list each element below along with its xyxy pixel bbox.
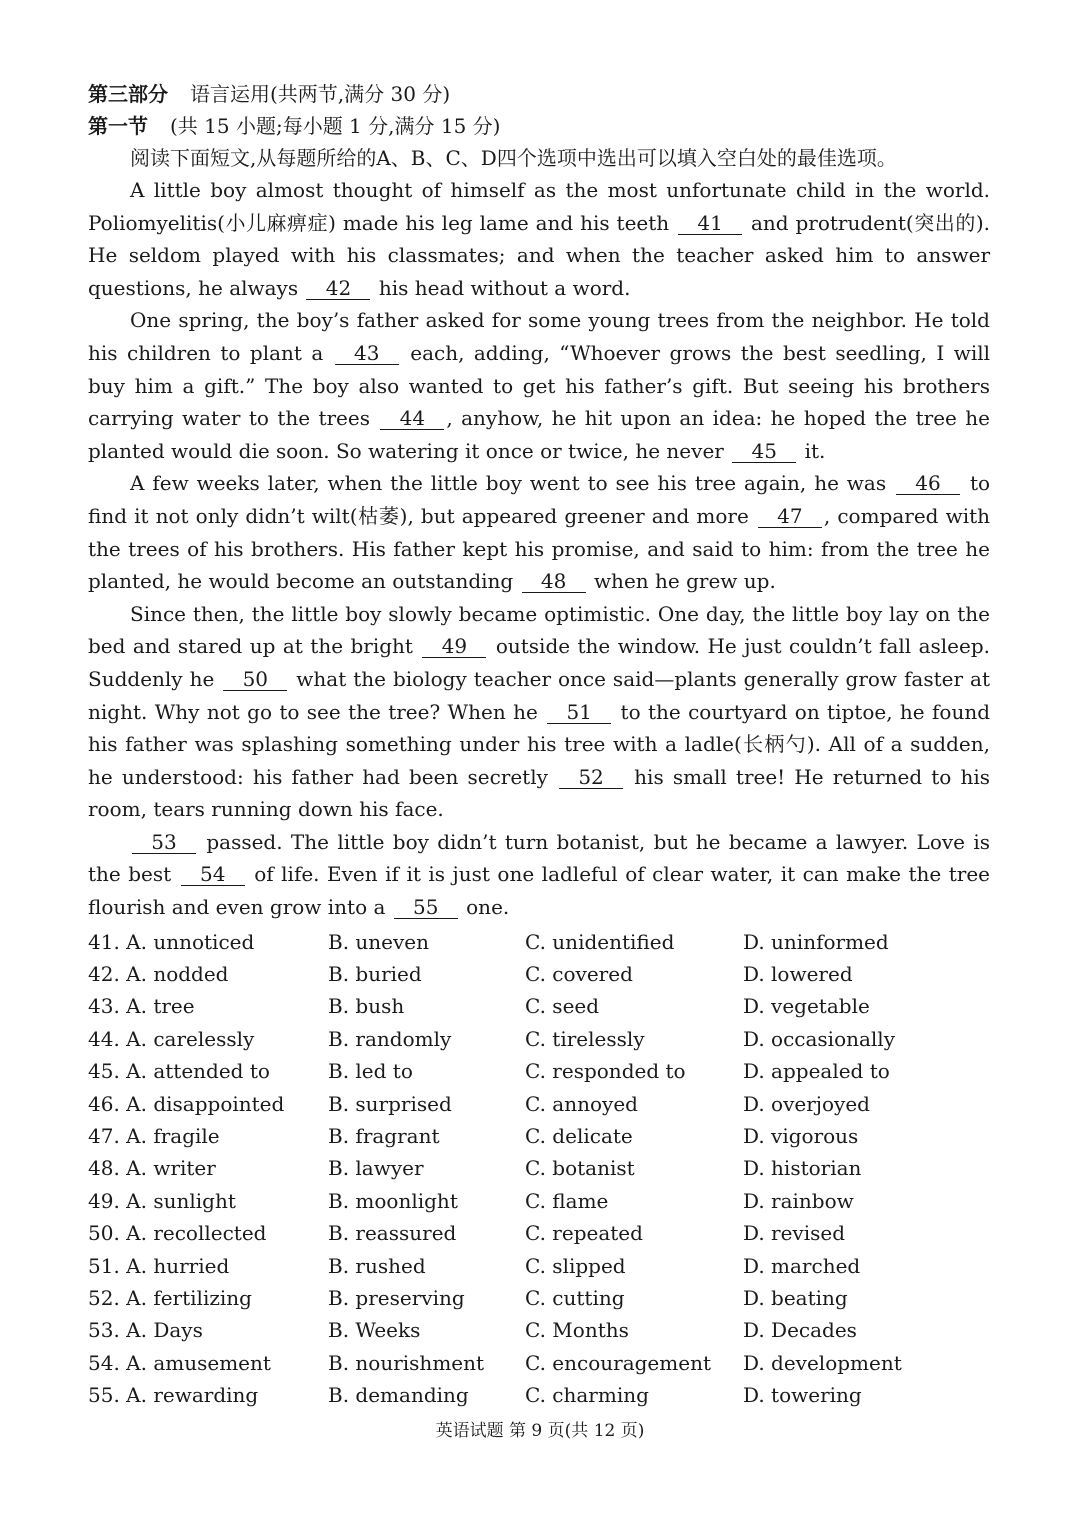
option-row [88, 1250, 990, 1282]
option-row [88, 958, 990, 990]
option-b: B. surprised [328, 1091, 452, 1116]
option-row [88, 1185, 990, 1217]
part-heading [88, 78, 990, 110]
option-a: 45. A. attended to [88, 1059, 270, 1084]
option-c: C. charming [525, 1383, 649, 1408]
blank-45: 45 [732, 440, 796, 463]
blank-48: 48 [522, 570, 586, 593]
option-a: 48. A. writer [88, 1156, 216, 1181]
option-d: D. appealed to [743, 1059, 890, 1084]
passage-paragraph-3: A few weeks later, when the little boy went to see his tree again, he was 46 to find it not only didn’t wilt(枯萎), but appeared greener and more 47 , compared with the trees of his brothers. His father kept his promise, and said to him: from the tree he planted, he would become an outstanding 48 when he grew up. [88, 471, 991, 594]
blank-52: 52 [559, 766, 623, 789]
blank-41: 41 [678, 212, 742, 235]
option-c: C. repeated [525, 1221, 643, 1246]
option-row [88, 1120, 990, 1152]
option-c: C. unidentified [525, 929, 675, 954]
option-b: B. demanding [328, 1383, 469, 1408]
passage-paragraph-2: One spring, the boy’s father asked for some young trees from the neighbor. He told his children to plant a 43 each, adding, “Whoever grows the best seedling, I will buy him a gift.” The boy also wanted to get his father’s gift. But seeing his brothers carrying water to the trees 44 , anyhow, he hit upon an idea: he hoped the tree he planted would die soon. So watering it once or twice, he never 45 it. [88, 308, 991, 463]
blank-49: 49 [422, 635, 486, 658]
section-label: 第一节 [88, 114, 148, 138]
option-row [88, 1023, 990, 1055]
option-d: D. vegetable [743, 994, 870, 1019]
passage-paragraph-5: 53 passed. The little boy didn’t turn botanist, but he became a lawyer. Love is the best 54 of life. Even if it is just one ladleful of clear water, it can make the tree flourish and even grow into a 55 one. [88, 829, 990, 920]
option-b: B. Weeks [328, 1318, 421, 1343]
blank-54: 54 [181, 863, 245, 886]
option-row [88, 926, 990, 958]
blank-46: 46 [896, 472, 960, 495]
option-a: 53. A. Days [88, 1318, 203, 1343]
option-b: B. preserving [328, 1285, 465, 1310]
option-b: B. moonlight [328, 1188, 458, 1213]
option-d: D. marched [743, 1253, 861, 1278]
option-a: 49. A. sunlight [88, 1188, 236, 1213]
option-a: 47. A. fragile [88, 1124, 220, 1148]
part-label: 第三部分 [88, 82, 168, 106]
page-footer: 英语试题 第 9 页(共 12 页) [435, 1421, 645, 1441]
option-a: 46. A. disappointed [88, 1091, 285, 1116]
option-c: C. covered [525, 962, 633, 987]
option-d: D. towering [743, 1383, 862, 1408]
option-row [88, 1088, 990, 1120]
option-c: C. encouragement [525, 1350, 711, 1375]
blank-53: 53 [132, 831, 196, 854]
blank-47: 47 [758, 505, 822, 528]
option-d: D. occasionally [743, 1026, 896, 1051]
passage-paragraph-1: A little boy almost thought of himself as the most unfortunate child in the world. Poliomyelitis(小儿麻痹症) made his leg lame and his teeth 41 and protrudent(突出的). He seldom played with his classmates; and when the teacher asked him to answer questions, he always 42 his head without a word. [88, 178, 991, 300]
option-c: C. Months [525, 1318, 629, 1343]
option-b: B. reassured [328, 1221, 457, 1246]
option-row [88, 1055, 990, 1087]
option-b: B. randomly [328, 1026, 452, 1051]
option-a: 50. A. recollected [88, 1221, 267, 1246]
option-a: 43. A. tree [88, 994, 195, 1019]
option-b: B. buried [328, 962, 422, 987]
option-b: B. lawyer [328, 1156, 424, 1181]
option-d: D. rainbow [743, 1188, 854, 1213]
instruction: 阅读下面短文,从每题所给的A、B、C、D四个选项中选出可以填入空白处的最佳选项。 [130, 146, 897, 170]
option-a: 41. A. unnoticed [88, 929, 255, 954]
option-c: C. seed [525, 994, 600, 1019]
section-heading [88, 110, 990, 142]
option-a: 51. A. hurried [88, 1253, 230, 1278]
blank-42: 42 [306, 277, 370, 300]
option-d: D. vigorous [743, 1124, 859, 1148]
option-c: C. slipped [525, 1253, 626, 1278]
option-d: D. overjoyed [743, 1091, 870, 1116]
option-c: C. botanist [525, 1156, 635, 1181]
option-d: D. beating [743, 1285, 848, 1310]
option-row [88, 1347, 990, 1379]
option-row [88, 990, 990, 1022]
option-b: B. rushed [328, 1253, 426, 1278]
blank-44: 44 [380, 407, 444, 430]
option-b: B. fragrant [328, 1124, 440, 1148]
option-d: D. revised [743, 1221, 846, 1246]
option-c: C. annoyed [525, 1091, 638, 1116]
option-row [88, 1152, 990, 1184]
blank-50: 50 [223, 668, 287, 691]
option-row [88, 1217, 990, 1249]
option-d: D. Decades [743, 1318, 857, 1343]
exam-page [88, 78, 990, 1412]
option-a: 42. A. nodded [88, 962, 229, 987]
option-b: B. nourishment [328, 1350, 485, 1375]
option-row [88, 1282, 990, 1314]
option-c: C. tirelessly [525, 1026, 645, 1051]
option-row [88, 1314, 990, 1346]
option-b: B. bush [328, 994, 405, 1019]
option-b: B. uneven [328, 929, 430, 954]
option-c: C. responded to [525, 1059, 686, 1084]
option-row [88, 1379, 990, 1411]
passage-paragraph-4: Since then, the little boy slowly became optimistic. One day, the little boy lay on the bed and stared up at the bright 49 outside the window. He just couldn’t fall asleep. Suddenly he 50 what the biology teacher once said—plants generally grow faster at night. Why not go to see the tree? When he 51 to the courtyard on tiptoe, he found his father was splashing something under his tree with a ladle(长柄勺). All of a sudden, he understood: his father had been secretly 52 his small tree! He returned to his room, tears running down his face. [88, 601, 991, 822]
option-c: C. cutting [525, 1285, 625, 1310]
options-list [88, 926, 990, 1412]
option-c: C. flame [525, 1188, 609, 1213]
option-a: 55. A. rewarding [88, 1383, 259, 1408]
option-c: C. delicate [525, 1124, 633, 1148]
option-d: D. uninformed [743, 929, 889, 954]
option-d: D. development [743, 1350, 902, 1375]
option-a: 54. A. amusement [88, 1350, 271, 1375]
blank-51: 51 [547, 701, 611, 724]
option-a: 44. A. carelessly [88, 1026, 255, 1051]
option-b: B. led to [328, 1059, 413, 1084]
part-title: 语言运用(共两节,满分 30 分) [190, 82, 451, 106]
section-title: (共 15 小题;每小题 1 分,满分 15 分) [170, 114, 501, 138]
blank-55: 55 [394, 896, 458, 919]
blank-43: 43 [335, 342, 399, 365]
option-d: D. historian [743, 1156, 862, 1181]
option-d: D. lowered [743, 962, 853, 987]
option-a: 52. A. fertilizing [88, 1285, 252, 1310]
